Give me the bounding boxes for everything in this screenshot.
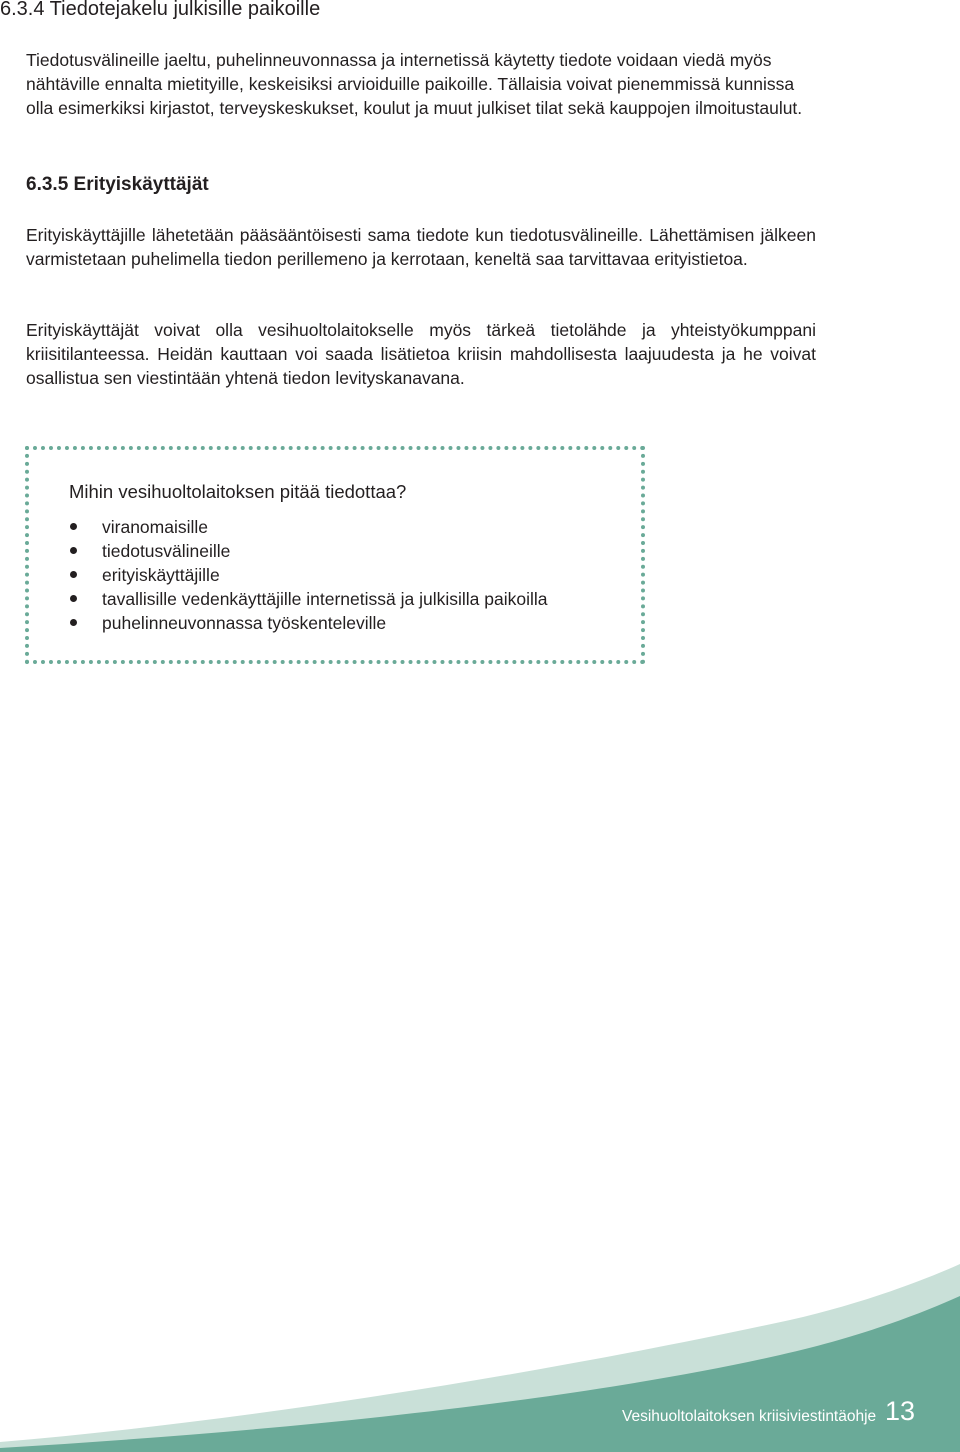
bullet-icon bbox=[70, 595, 77, 602]
list-item-text: tiedotusvälineille bbox=[102, 541, 231, 561]
list-item bbox=[69, 563, 548, 587]
list-item-text: viranomaisille bbox=[102, 517, 209, 537]
paragraph-special-users-2: Erityiskäyttäjät voivat olla vesihuoltolaitokselle myös tärkeä tietolähde ja yhteistyökumppani kriisitilanteessa. Heidän kauttaan voi saada lisätietoa kriisin mahdollisesta laajuudesta ja he voivat osallistua sen viestintään yhtenä tiedon levityskanavana. bbox=[26, 320, 816, 388]
section-heading-6-3-5: 6.3.5 Erityiskäyttäjät bbox=[26, 174, 209, 195]
recipient-list bbox=[69, 515, 548, 635]
list-item-text: tavallisille vedenkäyttäjille internetissä ja julkisilla paikoilla bbox=[102, 589, 548, 609]
page-number: 13 bbox=[885, 1396, 916, 1426]
list-item-text: erityiskäyttäjille bbox=[102, 565, 220, 585]
paragraph-special-users-1: Erityiskäyttäjille lähetetään pääsääntöisesti sama tiedote kun tiedotusvälineille. Lähettämisen jälkeen varmistetaan puhelimella tiedon perillemeno ja kerrotaan, keneltä saa tarvittavaa erityistietoa. bbox=[26, 225, 816, 269]
info-box bbox=[25, 446, 645, 664]
section-heading-6-3-4: 6.3.4 Tiedotejakelu julkisille paikoille bbox=[0, 0, 321, 20]
bullet-icon bbox=[70, 619, 77, 626]
paragraph-public-places: Tiedotusvälineille jaeltu, puhelinneuvonnassa ja internetissä käytetty tiedote voidaan viedä myös nähtäville ennalta mietityille, keskeisiksi arvioiduille paikoille. Tällaisia voivat pienemmissä kunnissa olla esimerkiksi kirjastot, terveyskeskukset, koulut ja muut julkiset tilat sekä kauppojen ilmoitustaulut. bbox=[26, 50, 803, 118]
list-item bbox=[69, 587, 548, 611]
bullet-icon bbox=[70, 571, 77, 578]
info-box-title: Mihin vesihuoltolaitoksen pitää tiedottaa? bbox=[69, 481, 407, 502]
list-item-text: puhelinneuvonnassa työskenteleville bbox=[102, 613, 387, 633]
list-item bbox=[69, 611, 548, 635]
bullet-icon bbox=[70, 523, 77, 530]
list-item bbox=[69, 539, 548, 563]
bullet-icon bbox=[70, 547, 77, 554]
publication-title: Vesihuoltolaitoksen kriisiviestintäohje bbox=[622, 1408, 877, 1425]
list-item bbox=[69, 515, 548, 539]
